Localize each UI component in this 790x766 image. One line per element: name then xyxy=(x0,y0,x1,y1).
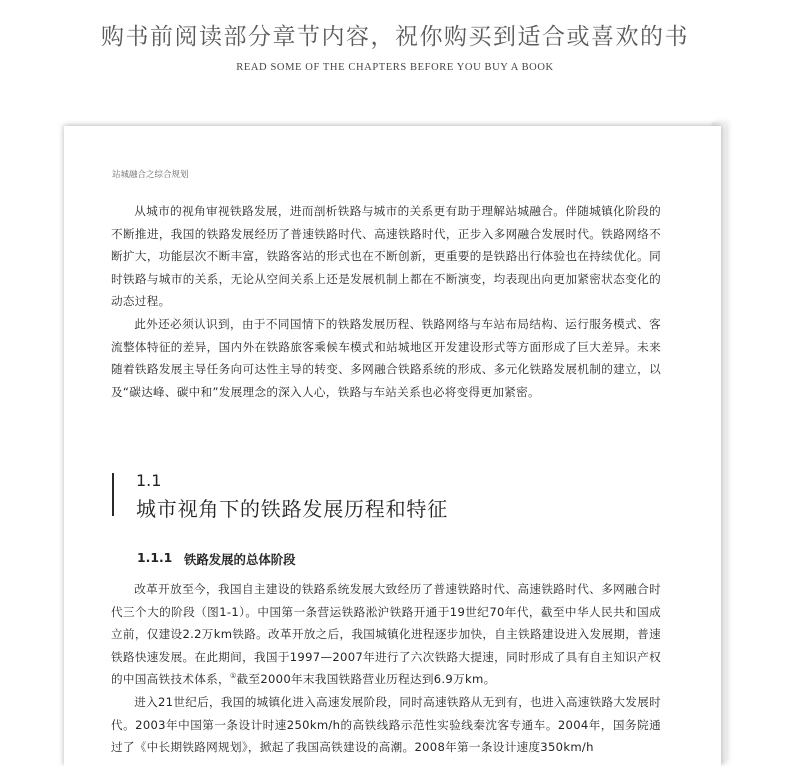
section-title: 城市视角下的铁路发展历程和特征 xyxy=(136,497,448,521)
book-page xyxy=(64,126,721,766)
main-paragraph: 进入21世纪后，我国的城镇化进入高速发展阶段，同时高速铁路从无到有，也进入高速铁路大发展时代。2003年中国第一条设计时速250km/h的高铁线路示范性实验线秦沈客专通车。2004年，国务院通过了《中长期铁路网规划》，掀起了我国高铁建设的高潮。2008年第一条设计速度350km/h xyxy=(111,694,661,755)
subsection-title: 铁路发展的总体阶段 xyxy=(184,552,296,567)
banner-subtitle: READ SOME OF THE CHAPTERS BEFORE YOU BUY A BOOK xyxy=(236,62,554,73)
main-paragraph xyxy=(111,578,661,691)
section-number: 1.1 xyxy=(136,471,162,490)
running-head: 站城融合之综合规划 xyxy=(112,170,189,180)
banner-title: 购书前阅读部分章节内容，祝你购买到适合或喜欢的书 xyxy=(101,24,689,50)
section-marker-rule xyxy=(112,473,114,516)
main-paragraph-text: 改革开放至今，我国自主建设的铁路系统发展大致经历了普速铁路时代、高速铁路时代、多网融合时代三个大的阶段（图1-1）。中国第一条营运铁路淞沪铁路开通于19世纪70年代，截至中华人民共和国成立前，仅建设2.2万km铁路。改革开放之后，我国城镇化进程逐步加快，自主铁路建设进入发展期，普速铁路快速发展。在此期间，我国于1997—2007年进行了六次铁路大提速，同时形成了具有自主知识产权的中国高铁技术体系， xyxy=(111,582,661,687)
intro-paragraph: 此外还必须认识到，由于不同国情下的铁路发展历程、铁路网络与车站布局结构、运行服务模式、客流整体特征的差异，国内外在铁路旅客乘候车模式和站城地区开发建设形式等方面形成了巨大差异。未来随着铁路发展主导任务向可达性主导的转变、多网融合铁路系统的形成、多元化铁路发展机制的建立，以及“碳达峰、碳中和”发展理念的深入人心，铁路与车站关系也必将变得更加紧密。 xyxy=(111,316,661,399)
footnote-marker[interactable]: ① xyxy=(229,672,237,681)
main-text xyxy=(111,578,661,759)
intro-paragraph: 从城市的视角审视铁路发展，进而剖析铁路与城市的关系更有助于理解站城融合。伴随城镇化阶段的不断推进，我国的铁路发展经历了普速铁路时代、高速铁路时代，正步入多网融合发展时代。铁路网络不断扩大，功能层次不断丰富，铁路客站的形式也在不断创新，更重要的是铁路出行体验也在持续优化。同时铁路与城市的关系，无论从空间关系上还是发展机制上都在不断演变，均表现出向更加紧密状态变化的动态过程。 xyxy=(111,204,661,309)
subsection-number: 1.1.1 xyxy=(137,550,173,565)
intro-text xyxy=(111,200,661,403)
main-paragraph-tail: 截至2000年末我国铁路营业历程达到6.9万km。 xyxy=(236,672,496,687)
